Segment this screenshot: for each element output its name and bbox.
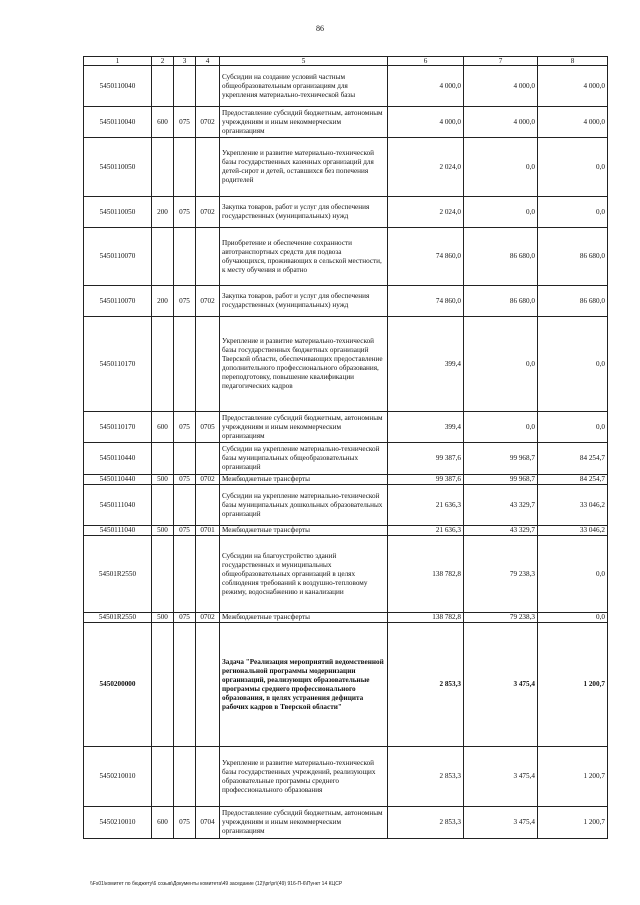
description-cell: Субсидии на создание условий частным общеобразовательным организациям для укрепления материально-технической базы	[220, 66, 388, 107]
amount-col6-cell: 138 782,8	[388, 613, 464, 623]
amount-col7-cell: 0,0	[464, 197, 538, 228]
expense-type-cell	[152, 228, 174, 286]
table-row	[84, 412, 608, 443]
section-cell: 0702	[196, 107, 220, 138]
section-cell	[196, 536, 220, 613]
table-row	[84, 475, 608, 485]
header-cell: 1	[84, 57, 152, 66]
description-cell: Субсидии на укрепление материально-технической базы муниципальных дошкольных образовательных организаций	[220, 485, 388, 526]
amount-col8-cell: 33 046,2	[538, 485, 608, 526]
department-cell: 075	[174, 286, 196, 317]
amount-col7-cell: 3 475,4	[464, 747, 538, 807]
kcsr-code-cell: 5450110040	[84, 107, 152, 138]
department-cell	[174, 228, 196, 286]
amount-col8-cell: 0,0	[538, 197, 608, 228]
description-cell: Предоставление субсидий бюджетным, автономным учреждениям и иным некоммерческим организациям	[220, 412, 388, 443]
kcsr-code-cell: 5450210010	[84, 747, 152, 807]
amount-col6-cell: 74 860,0	[388, 286, 464, 317]
amount-col6-cell: 2 024,0	[388, 197, 464, 228]
kcsr-code-cell: 5450110050	[84, 197, 152, 228]
kcsr-code-cell: 5450110440	[84, 475, 152, 485]
page-number: 86	[316, 24, 324, 33]
kcsr-code-cell: 5450200000	[84, 623, 152, 747]
amount-col6-cell: 2 853,3	[388, 747, 464, 807]
header-row	[84, 57, 608, 66]
section-cell	[196, 317, 220, 412]
amount-col8-cell: 84 254,7	[538, 443, 608, 475]
amount-col6-cell: 4 000,0	[388, 66, 464, 107]
amount-col6-cell: 74 860,0	[388, 228, 464, 286]
department-cell: 075	[174, 412, 196, 443]
expense-type-cell	[152, 747, 174, 807]
expense-type-cell	[152, 138, 174, 197]
expense-type-cell: 200	[152, 197, 174, 228]
department-cell	[174, 317, 196, 412]
section-cell: 0704	[196, 807, 220, 839]
expense-type-cell: 500	[152, 526, 174, 536]
department-cell: 075	[174, 613, 196, 623]
kcsr-code-cell: 5450110070	[84, 286, 152, 317]
amount-col6-cell: 399,4	[388, 412, 464, 443]
department-cell	[174, 623, 196, 747]
amount-col8-cell: 1 200,7	[538, 747, 608, 807]
section-cell: 0705	[196, 412, 220, 443]
department-cell	[174, 747, 196, 807]
budget-table	[83, 56, 608, 839]
amount-col8-cell: 0,0	[538, 317, 608, 412]
amount-col6-cell: 21 636,3	[388, 526, 464, 536]
department-cell	[174, 138, 196, 197]
table-row	[84, 286, 608, 317]
section-cell: 0702	[196, 613, 220, 623]
amount-col7-cell: 4 000,0	[464, 107, 538, 138]
amount-col6-cell: 2 853,3	[388, 807, 464, 839]
amount-col7-cell: 79 238,3	[464, 536, 538, 613]
table-row	[84, 807, 608, 839]
amount-col8-cell: 33 046,2	[538, 526, 608, 536]
department-cell: 075	[174, 107, 196, 138]
kcsr-code-cell: 5450110050	[84, 138, 152, 197]
section-cell	[196, 485, 220, 526]
amount-col6-cell: 4 000,0	[388, 107, 464, 138]
description-cell: Субсидии на укрепление материально-технической базы муниципальных общеобразовательных организаций	[220, 443, 388, 475]
table-row	[84, 138, 608, 197]
amount-col7-cell: 3 475,4	[464, 807, 538, 839]
table-row	[84, 107, 608, 138]
expense-type-cell	[152, 536, 174, 613]
section-cell	[196, 443, 220, 475]
description-cell: Предоставление субсидий бюджетным, автономным учреждениям и иным некоммерческим организациям	[220, 807, 388, 839]
table-row	[84, 526, 608, 536]
amount-col7-cell: 43 329,7	[464, 485, 538, 526]
section-cell: 0702	[196, 475, 220, 485]
expense-type-cell	[152, 66, 174, 107]
kcsr-code-cell: 54501R2550	[84, 536, 152, 613]
amount-col8-cell: 0,0	[538, 412, 608, 443]
kcsr-code-cell: 54501R2550	[84, 613, 152, 623]
table-row	[84, 443, 608, 475]
amount-col7-cell: 0,0	[464, 412, 538, 443]
table-row	[84, 317, 608, 412]
section-cell	[196, 747, 220, 807]
description-cell: Предоставление субсидий бюджетным, автономным учреждениям и иным некоммерческим организациям	[220, 107, 388, 138]
section-cell	[196, 66, 220, 107]
amount-col8-cell: 86 680,0	[538, 228, 608, 286]
section-cell: 0702	[196, 197, 220, 228]
description-cell: Укрепление и развитие материально-технической базы государственных бюджетных организаций Тверской области, обеспечивающих предоставление дополнительного профессионального образования, переподготовку, повышение квалификации педагогических кадров	[220, 317, 388, 412]
amount-col8-cell: 0,0	[538, 138, 608, 197]
kcsr-code-cell: 5450210010	[84, 807, 152, 839]
expense-type-cell	[152, 623, 174, 747]
footer-file-path: \\Fs01\комитет по бюджету\6 созыв\Документы комитета\49 заседание (12)\pr\pr\(49) 916-П-6\Пункт 14 КЦСР	[90, 881, 343, 887]
table-row	[84, 747, 608, 807]
table-row	[84, 228, 608, 286]
amount-col8-cell: 0,0	[538, 536, 608, 613]
header-cell: 2	[152, 57, 174, 66]
description-cell: Межбюджетные трансферты	[220, 526, 388, 536]
amount-col8-cell: 86 680,0	[538, 286, 608, 317]
department-cell: 075	[174, 807, 196, 839]
header-cell: 8	[538, 57, 608, 66]
department-cell	[174, 536, 196, 613]
description-cell: Закупка товаров, работ и услуг для обеспечения государственных (муниципальных) нужд	[220, 286, 388, 317]
table-row	[84, 613, 608, 623]
amount-col8-cell: 1 200,7	[538, 807, 608, 839]
kcsr-code-cell: 5450111040	[84, 485, 152, 526]
department-cell: 075	[174, 475, 196, 485]
amount-col7-cell: 43 329,7	[464, 526, 538, 536]
amount-col6-cell: 138 782,8	[388, 536, 464, 613]
header-cell: 7	[464, 57, 538, 66]
expense-type-cell	[152, 443, 174, 475]
expense-type-cell: 600	[152, 107, 174, 138]
department-cell	[174, 66, 196, 107]
kcsr-code-cell: 5450110440	[84, 443, 152, 475]
amount-col7-cell: 99 968,7	[464, 475, 538, 485]
amount-col8-cell: 1 200,7	[538, 623, 608, 747]
amount-col8-cell: 0,0	[538, 613, 608, 623]
amount-col7-cell: 99 968,7	[464, 443, 538, 475]
department-cell: 075	[174, 526, 196, 536]
amount-col7-cell: 86 680,0	[464, 228, 538, 286]
kcsr-code-cell: 5450110170	[84, 412, 152, 443]
amount-col7-cell: 4 000,0	[464, 66, 538, 107]
table-row	[84, 66, 608, 107]
section-cell	[196, 228, 220, 286]
header-cell: 5	[220, 57, 388, 66]
description-cell: Субсидии на благоустройство зданий государственных и муниципальных общеобразовательных организаций в целях соблюдения требований к воздушно-тепловому режиму, водоснабжению и канализации	[220, 536, 388, 613]
expense-type-cell: 500	[152, 613, 174, 623]
expense-type-cell: 200	[152, 286, 174, 317]
expense-type-cell: 600	[152, 412, 174, 443]
description-cell: Укрепление и развитие материально-технической базы государственных казенных организаций для детей-сирот и детей, оставшихся без попечения родителей	[220, 138, 388, 197]
amount-col7-cell: 86 680,0	[464, 286, 538, 317]
expense-type-cell	[152, 317, 174, 412]
amount-col7-cell: 0,0	[464, 138, 538, 197]
table-row	[84, 485, 608, 526]
amount-col7-cell: 0,0	[464, 317, 538, 412]
kcsr-code-cell: 5450110040	[84, 66, 152, 107]
amount-col6-cell: 399,4	[388, 317, 464, 412]
department-cell: 075	[174, 197, 196, 228]
description-cell: Закупка товаров, работ и услуг для обеспечения государственных (муниципальных) нужд	[220, 197, 388, 228]
description-cell: Укрепление и развитие материально-технической базы государственных учреждений, реализующих образовательные программы среднего профессионального образования	[220, 747, 388, 807]
amount-col8-cell: 4 000,0	[538, 66, 608, 107]
kcsr-code-cell: 5450110070	[84, 228, 152, 286]
description-cell: Задача "Реализация мероприятий ведомственной региональной программы модернизации организаций, реализующих образовательные программы среднего профессионального образования, в целях устранения дефицита рабочих кадров в Тверской области"	[220, 623, 388, 747]
table-row	[84, 197, 608, 228]
table-row	[84, 536, 608, 613]
department-cell	[174, 485, 196, 526]
amount-col7-cell: 79 238,3	[464, 613, 538, 623]
header-cell: 3	[174, 57, 196, 66]
table-row	[84, 623, 608, 747]
description-cell: Межбюджетные трансферты	[220, 475, 388, 485]
amount-col8-cell: 4 000,0	[538, 107, 608, 138]
expense-type-cell	[152, 485, 174, 526]
expense-type-cell: 600	[152, 807, 174, 839]
header-cell: 6	[388, 57, 464, 66]
kcsr-code-cell: 5450110170	[84, 317, 152, 412]
description-cell: Приобретение и обеспечение сохранности автотранспортных средств для подвоза обучающихся, проживающих в сельской местности, к месту обучения и обратно	[220, 228, 388, 286]
expense-type-cell: 500	[152, 475, 174, 485]
section-cell	[196, 623, 220, 747]
kcsr-code-cell: 5450111040	[84, 526, 152, 536]
amount-col8-cell: 84 254,7	[538, 475, 608, 485]
description-cell: Межбюджетные трансферты	[220, 613, 388, 623]
amount-col6-cell: 99 387,6	[388, 443, 464, 475]
header-cell: 4	[196, 57, 220, 66]
department-cell	[174, 443, 196, 475]
amount-col6-cell: 2 853,3	[388, 623, 464, 747]
amount-col6-cell: 2 024,0	[388, 138, 464, 197]
amount-col7-cell: 3 475,4	[464, 623, 538, 747]
section-cell: 0701	[196, 526, 220, 536]
amount-col6-cell: 99 387,6	[388, 475, 464, 485]
section-cell: 0702	[196, 286, 220, 317]
section-cell	[196, 138, 220, 197]
amount-col6-cell: 21 636,3	[388, 485, 464, 526]
